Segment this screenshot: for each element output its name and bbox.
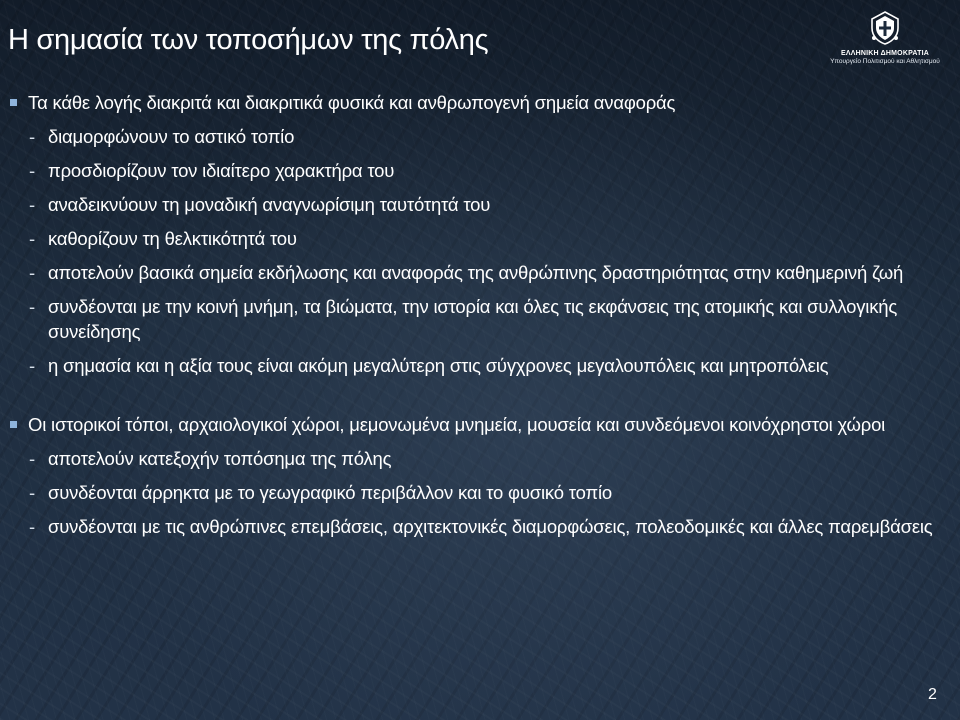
dash-icon: - [29,448,35,469]
bullet-text: Οι ιστορικοί τόποι, αρχαιολογικοί χώροι, μεμονωμένα μνημεία, μουσεία και συνδεόμενοι κοινόχρηστοι χώροι [28,414,886,435]
sub-bullet [10,480,940,505]
sub-bullet [10,514,940,539]
sub-bullet [10,192,940,217]
sub-bullet-text: αποτελούν βασικά σημεία εκδήλωσης και αναφοράς της ανθρώπινης δραστηριότητας στην καθημερινή ζωή [48,262,904,283]
dash-icon: - [29,228,35,249]
slide-title: Η σημασία των τοποσήμων της πόλης [8,24,489,56]
sub-bullet-text: η σημασία και η αξία τους είναι ακόμη μεγαλύτερη στις σύγχρονες μεγαλουπόλεις και μητροπόλεις [48,355,829,376]
logo-title: ΕΛΛΗΝΙΚΗ ΔΗΜΟΚΡΑΤΙΑ [841,50,929,57]
dash-icon: - [29,482,35,503]
sub-bullet-text: προσδιορίζουν τον ιδιαίτερο χαρακτήρα του [48,160,395,181]
square-bullet-icon [10,99,17,106]
ministry-logo [810,10,960,82]
sub-bullet [10,353,940,378]
logo-subtitle: Υπουργείο Πολιτισμού και Αθλητισμού [830,58,940,65]
sub-bullet-text: συνδέονται με την κοινή μνήμη, τα βιώματα, την ιστορία και όλες τις εκφάνσεις της ατομικής και συλλογικής συνείδησης [48,296,898,342]
dash-icon: - [29,516,35,537]
sub-bullet-text: αναδεικνύουν τη μοναδική αναγνωρίσιμη ταυτότητά του [48,194,491,215]
sub-bullet [10,260,940,285]
sub-bullet [10,226,940,251]
sub-bullet [10,294,940,344]
sub-bullet-text: διαμορφώνουν το αστικό τοπίο [48,126,295,147]
bullet-main [10,412,940,437]
dash-icon: - [29,126,35,147]
page-number: 2 [928,686,937,703]
sub-bullet [10,446,940,471]
dash-icon: - [29,296,35,317]
sub-bullet-text: συνδέονται με τις ανθρώπινες επεμβάσεις, αρχιτεκτονικές διαμορφώσεις, πολεοδομικές και άλλες παρεμβάσεις [48,516,933,537]
sub-bullet-text: αποτελούν κατεξοχήν τοπόσημα της πόλης [48,448,392,469]
bullet-main [10,90,940,115]
dash-icon: - [29,194,35,215]
sub-bullet-text: συνδέονται άρρηκτα με το γεωγραφικό περιβάλλον και το φυσικό τοπίο [48,482,612,503]
dash-icon: - [29,262,35,283]
dash-icon: - [29,355,35,376]
slide-content [10,90,940,539]
dash-icon: - [29,160,35,181]
sub-bullet [10,124,940,149]
coat-of-arms-icon [810,10,960,46]
bullet-text: Τα κάθε λογής διακριτά και διακριτικά φυσικά και ανθρωπογενή σημεία αναφοράς [28,92,676,113]
square-bullet-icon [10,421,17,428]
sub-bullet-text: καθορίζουν τη θελκτικότητά του [48,228,297,249]
sub-bullet [10,158,940,183]
